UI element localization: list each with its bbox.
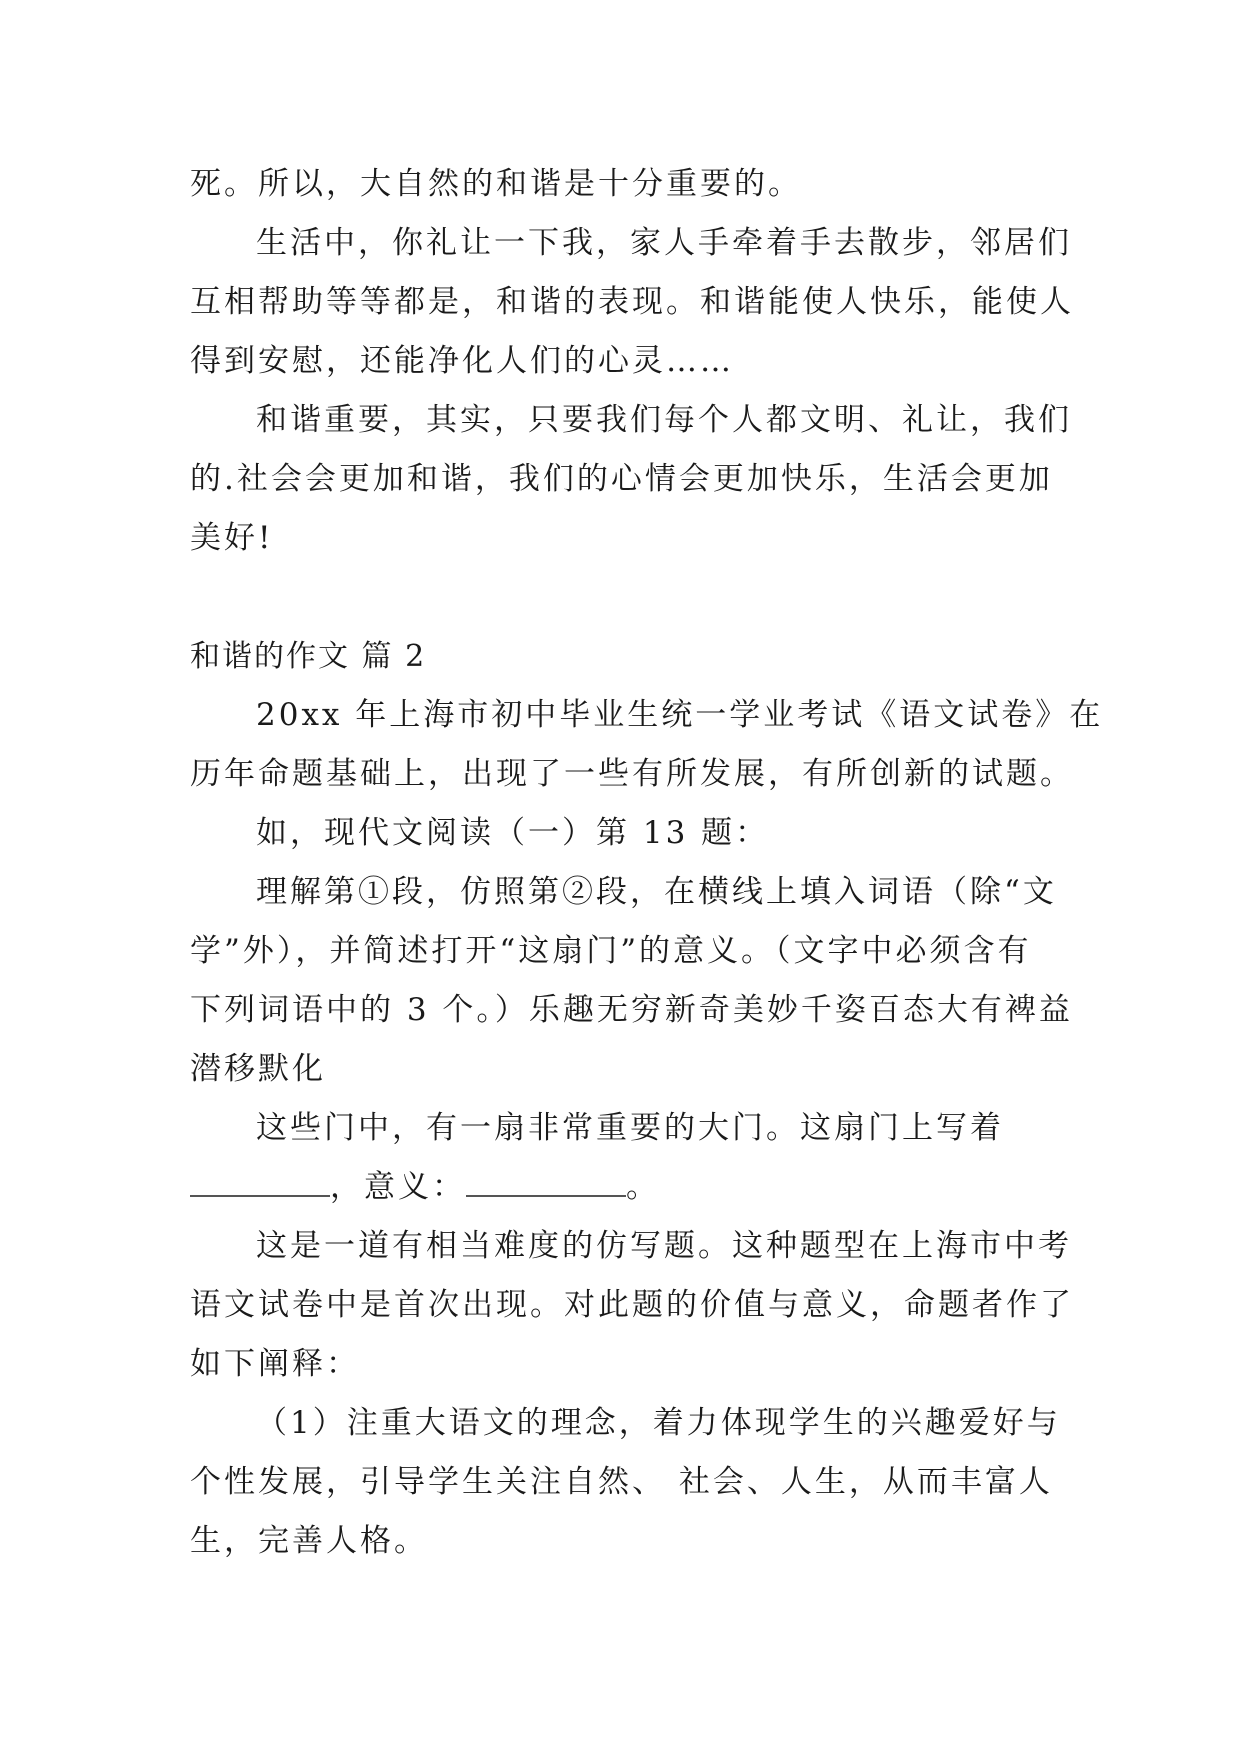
paragraph-line: 的.社会会更加和谐，我们的心情会更加快乐，生活会更加	[190, 461, 1053, 497]
paragraph-line: 生，完善人格。	[190, 1523, 428, 1559]
paragraph-line: 下列词语中的 3 个。）乐趣无穷新奇美妙千姿百态大有裨益	[190, 992, 1073, 1028]
fill-in-blank-line	[190, 1158, 1050, 1217]
paragraph-line: 潜移默化	[190, 1051, 326, 1087]
paragraph-line: 这是一道有相当难度的仿写题。这种题型在上海市中考	[256, 1228, 1072, 1264]
paragraph-line: 个性发展，引导学生关注自然、 社会、人生，从而丰富人	[190, 1464, 1053, 1500]
paragraph-line: 和谐重要，其实，只要我们每个人都文明、礼让，我们	[256, 402, 1072, 438]
paragraph-line: 互相帮助等等都是，和谐的表现。和谐能使人快乐，能使人	[190, 284, 1074, 320]
document-page	[190, 155, 1104, 1571]
section-title: 和谐的作文 篇 2	[190, 639, 427, 674]
paragraph-line: 如下阐释：	[190, 1346, 360, 1382]
blank-underline	[190, 1167, 330, 1197]
paragraph-line: 20xx 年上海市初中毕业生统一学业考试《语文试卷》在	[256, 697, 1104, 733]
paragraph-line: 生活中，你礼让一下我，家人手牵着手去散步，邻居们	[256, 225, 1072, 261]
paragraph-line: 理解第①段，仿照第②段，在横线上填入词语（除“文	[256, 874, 1057, 910]
fill-line-middle: ，意义：	[330, 1169, 466, 1205]
fill-line-end: 。	[626, 1169, 660, 1205]
blank-underline	[466, 1167, 626, 1197]
paragraph-line: 学”外），并简述打开“这扇门”的意义。（文字中必须含有	[190, 933, 1032, 969]
paragraph-line: 语文试卷中是首次出现。对此题的价值与意义，命题者作了	[190, 1287, 1074, 1323]
paragraph-line: 死。所以，大自然的和谐是十分重要的。	[190, 166, 802, 202]
paragraph-line: 历年命题基础上，出现了一些有所发展，有所创新的试题。	[190, 756, 1074, 792]
paragraph-line: 得到安慰，还能净化人们的心灵……	[190, 343, 734, 379]
paragraph-line: （1）注重大语文的理念，着力体现学生的兴趣爱好与	[256, 1405, 1061, 1441]
paragraph-line: 美好!	[190, 520, 274, 556]
paragraph-line: 如，现代文阅读（一）第 13 题：	[256, 815, 770, 851]
paragraph-line: 这些门中，有一扇非常重要的大门。这扇门上写着	[256, 1110, 1004, 1146]
